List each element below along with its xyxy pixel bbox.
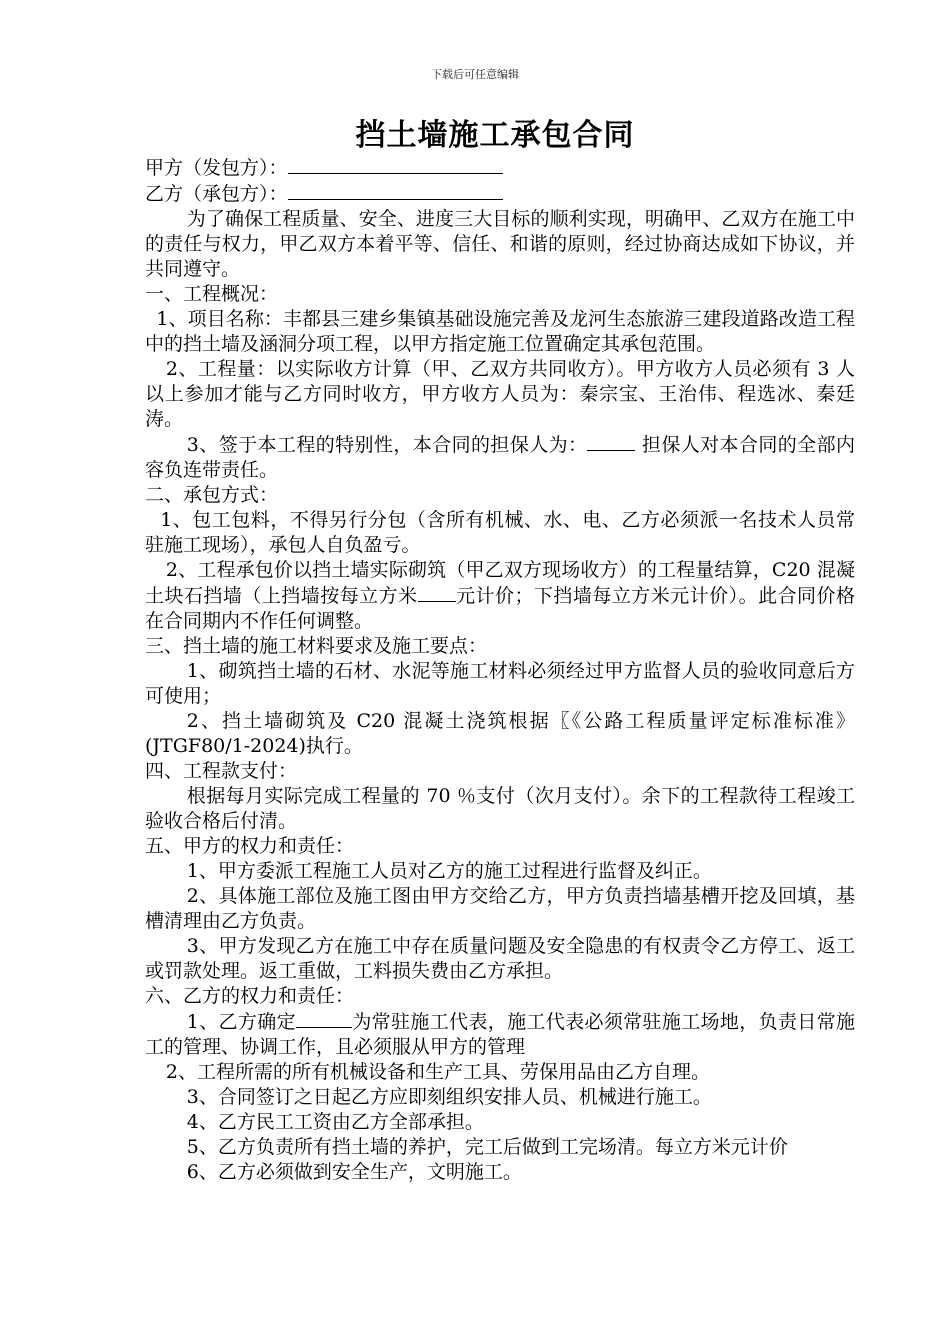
section-6-item-1 xyxy=(145,1009,855,1060)
section-5-heading: 五、甲方的权力和责任： xyxy=(145,835,355,857)
contract-body xyxy=(145,155,855,1185)
section-6-item-3: 3、合同签订之日起乙方应即刻组织安排人员、机械进行施工。 xyxy=(186,1086,712,1108)
section-3-item-1: 1、砌筑挡土墙的石材、水泥等施工材料必须经过甲方监督人员的验收同意后方可使用； xyxy=(145,660,855,707)
section-1-item-1: 1、项目名称：丰都县三建乡集镇基础设施完善及龙河生态旅游三建段道路改造工程中的挡土墙及涵洞分项工程，以甲方指定施工位置确定其承包范围。 xyxy=(145,308,855,355)
section-6-item-2: 2、工程所需的所有机械设备和生产工具、劳保用品由乙方自理。 xyxy=(165,1061,710,1083)
site-representative-blank[interactable] xyxy=(296,1009,352,1028)
section-4-heading: 四、工程款支付： xyxy=(145,760,298,782)
party-a-blank[interactable] xyxy=(288,155,503,174)
section-1-item-3-text-b: 担保人对本合同的全部内容负连带责任。 xyxy=(145,434,855,481)
section-6-item-6: 6、乙方必须做到安全生产，文明施工。 xyxy=(186,1161,522,1183)
party-b-line xyxy=(145,181,855,207)
section-5-item-3: 3、甲方发现乙方在施工中存在质量问题及安全隐患的有权责令乙方停工、返工或罚款处理。返工重做，工料损失费由乙方承担。 xyxy=(145,935,855,982)
section-2-item-2-text-b: 元计价；下挡墙每立方米元计价）。此合同价格在合同期内不作任何调整。 xyxy=(145,585,855,632)
intro-paragraph: 为了确保工程质量、安全、进度三大目标的顺利实现，明确甲、乙双方在施工中的责任与权力，甲乙双方本着平等、信任、和谐的原则，经过协商达成如下协议，并共同遵守。 xyxy=(145,208,855,280)
section-6-item-1-text-a: 1、乙方确定 xyxy=(186,1011,296,1033)
section-2-heading: 二、承包方式： xyxy=(145,484,279,506)
section-3-item-2: 2、挡土墙砌筑及 C20 混凝土浇筑根据〖《公路工程质量评定标准标准》(JTGF80/1-2024)执行。 xyxy=(145,710,855,757)
party-b-blank[interactable] xyxy=(288,181,503,200)
section-2-item-2 xyxy=(145,558,855,634)
section-4-item-1: 根据每月实际完成工程量的 70 ％支付（次月支付）。余下的工程款待工程竣工验收合格后付清。 xyxy=(145,785,855,832)
document-title: 挡土墙施工承包合同 xyxy=(355,118,635,153)
section-1-item-2: 2、工程量：以实际收方计算（甲、乙双方共同收方）。甲方收方人员必须有 3 人以上参加才能与乙方同时收方，甲方收方人员为：秦宗宝、王治伟、程选冰、秦廷涛。 xyxy=(145,358,855,430)
section-5-item-1: 1、甲方委派工程施工人员对乙方的施工过程进行监督及纠正。 xyxy=(186,860,712,882)
section-6-item-5: 5、乙方负责所有挡土墙的养护，完工后做到工完场清。每立方米元计价 xyxy=(186,1136,788,1158)
section-2-item-1: 1、包工包料，不得另行分包（含所有机械、水、电、乙方必须派一名技术人员常驻施工现场），承包人自负盈亏。 xyxy=(145,509,855,556)
price-blank[interactable] xyxy=(418,583,456,602)
section-6-heading: 六、乙方的权力和责任： xyxy=(145,985,355,1007)
party-b-label: 乙方（承包方）： xyxy=(145,183,288,205)
party-a-line xyxy=(145,155,855,181)
section-3-heading: 三、挡土墙的施工材料要求及施工要点： xyxy=(145,635,488,657)
section-5-item-2: 2、具体施工部位及施工图由甲方交给乙方，甲方负责挡墙基槽开挖及回填，基槽清理由乙方负责。 xyxy=(145,885,855,932)
section-2-item-2-text-a: 2、工程承包价以挡土墙实际砌筑（甲乙双方现场收方）的工程量结算，C20 混凝土块石挡墙（上挡墙按每立方米 xyxy=(145,559,855,607)
section-1-item-3-text-a: 3、签于本工程的特别性，本合同的担保人为： xyxy=(186,434,588,456)
guarantor-blank[interactable] xyxy=(587,432,635,451)
section-1-item-3 xyxy=(145,432,855,483)
party-a-label: 甲方（发包方）： xyxy=(145,157,288,179)
section-6-item-1-text-b: 为常驻施工代表，施工代表必须常驻施工场地，负责日常施工的管理、协调工作，且必须服从甲方的管理 xyxy=(145,1011,855,1058)
section-6-item-4: 4、乙方民工工资由乙方全部承担。 xyxy=(186,1111,484,1133)
header-note: 下载后可任意编辑 xyxy=(431,68,519,81)
section-1-heading: 一、工程概况： xyxy=(145,283,279,305)
